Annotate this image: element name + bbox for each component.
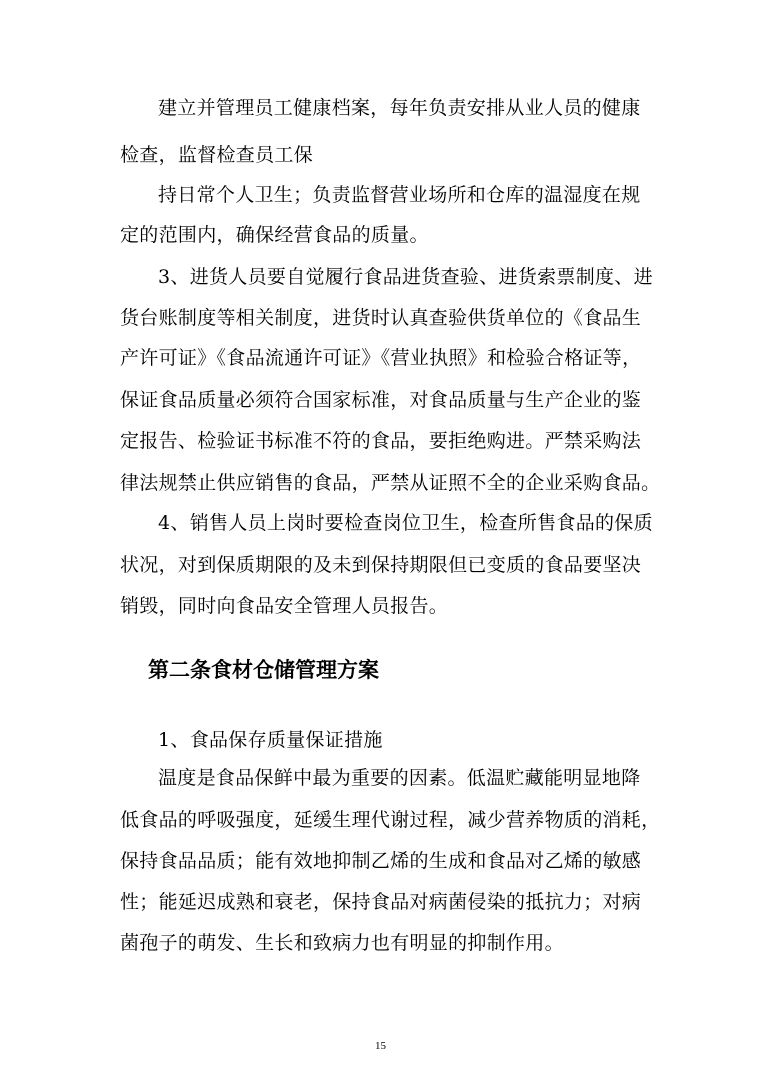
paragraph-line: 保持食品品质；能有效地抑制乙烯的生成和食品对乙烯的敏感 bbox=[120, 850, 642, 872]
paragraph-line: 产许可证》《食品流通许可证》《营业执照》和检验合格证等， bbox=[120, 347, 642, 369]
paragraph-line: 定的范围内，确保经营食品的质量。 bbox=[120, 224, 429, 246]
paragraph-line: 销毁，同时向食品安全管理人员报告。 bbox=[120, 595, 449, 617]
paragraph-line: 3、进货人员要自觉履行食品进货查验、进货索票制度、进 bbox=[158, 266, 653, 288]
paragraph-line: 货台账制度等相关制度，进货时认真查验供货单位的《食品生 bbox=[120, 307, 642, 329]
paragraph-line: 保证食品质量必须符合国家标准，对食品质量与生产企业的鉴 bbox=[120, 389, 642, 411]
paragraph-line: 4、销售人员上岗时要检查岗位卫生，检查所售食品的保质 bbox=[158, 512, 653, 534]
paragraph-line: 律法规禁止供应销售的食品，严禁从证照不全的企业采购食品。 bbox=[120, 472, 661, 494]
paragraph-line: 状况，对到保质期限的及未到保持期限但已变质的食品要坚决 bbox=[120, 554, 642, 576]
paragraph-line: 建立并管理员工健康档案，每年负责安排从业人员的健康 bbox=[158, 97, 641, 119]
subheading-line: 1、食品保存质量保证措施 bbox=[158, 729, 383, 751]
paragraph-line: 低食品的呼吸强度，延缓生理代谢过程，减少营养物质的消耗， bbox=[120, 809, 661, 831]
paragraph-line: 温度是食品保鲜中最为重要的因素。低温贮藏能明显地降 bbox=[158, 767, 641, 789]
paragraph-line: 定报告、检验证书标准不符的食品，要拒绝购进。严禁采购法 bbox=[120, 430, 642, 452]
paragraph-line: 菌孢子的萌发、生长和致病力也有明显的抑制作用。 bbox=[120, 932, 564, 954]
paragraph-line: 持日常个人卫生；负责监督营业场所和仓库的温湿度在规 bbox=[158, 184, 641, 206]
page-number: 15 bbox=[375, 1040, 386, 1052]
section-heading: 第二条食材仓储管理方案 bbox=[148, 658, 379, 682]
paragraph-line: 检查，监督检查员工保 bbox=[120, 144, 314, 166]
paragraph-line: 性；能延迟成熟和衰老，保持食品对病菌侵染的抵抗力；对病 bbox=[120, 891, 642, 913]
